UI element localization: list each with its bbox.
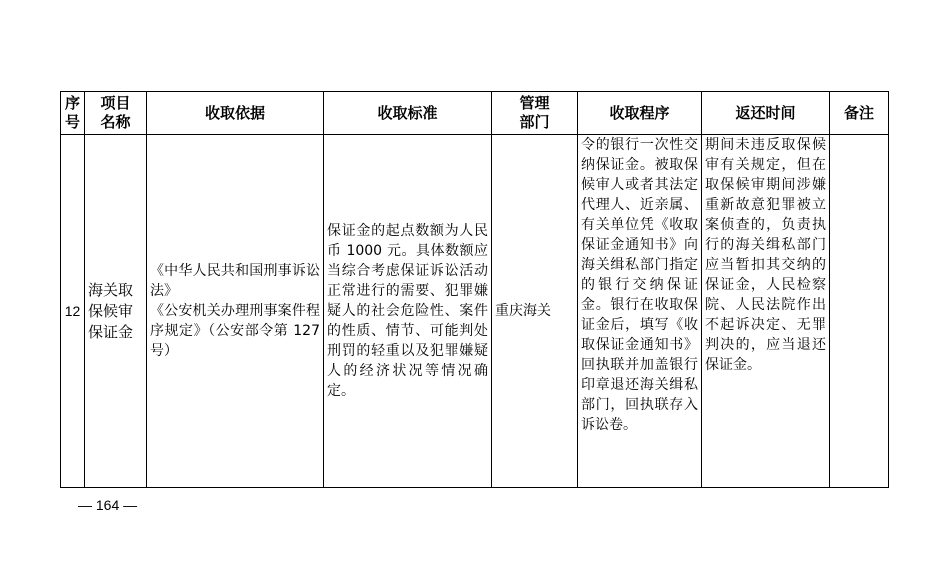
page-number: — 164 — xyxy=(78,497,138,513)
refund-time-text: 期间未违反取保候审有关规定，但在取保候审期间涉嫌重新故意犯罪被立案侦查的，负责执行的海关缉私部门应当暂扣其交纳的保证金，人民检察院、人民法院作出不起诉决定、无罪判决的，应当退还保证金。 xyxy=(705,137,826,373)
header-department: 管理 部门 xyxy=(492,92,578,135)
header-seq: 序 号 xyxy=(61,92,85,135)
item-name-text: 海关取 保候审 保证金 xyxy=(88,280,134,341)
standard-text: 保证金的起点数额为人民币 1000 元。具体数额应当综合考虑保证诉讼活动正常进行的需要、犯罪嫌疑人的社会危险性、案件的性质、情节、可能判处刑罚的轻重以及犯罪嫌疑人的经济状况等情况确定。 xyxy=(327,223,488,399)
header-procedure: 收取程序 xyxy=(578,92,702,135)
fee-table xyxy=(60,91,889,488)
seq-text: 12 xyxy=(64,303,81,319)
cell-basis xyxy=(147,135,324,488)
header-standard: 收取标准 xyxy=(324,92,492,135)
header-remarks: 备注 xyxy=(830,92,889,135)
cell-standard xyxy=(324,135,492,488)
basis-text: 《中华人民共和国刑事诉讼法》 《公安机关办理刑事案件程序规定》（公安部令第 127 号） xyxy=(150,263,320,359)
cell-procedure xyxy=(578,135,702,488)
header-basis: 收取依据 xyxy=(147,92,324,135)
cell-remarks xyxy=(830,135,889,488)
cell-seq xyxy=(61,135,85,488)
table-row xyxy=(61,135,889,488)
header-item-name: 项目 名称 xyxy=(85,92,147,135)
department-text: 重庆海关 xyxy=(495,303,551,319)
table-header-row xyxy=(61,92,889,135)
cell-item-name xyxy=(85,135,147,488)
cell-refund-time xyxy=(702,135,830,488)
cell-department xyxy=(492,135,578,488)
procedure-text: 令的银行一次性交纳保证金。被取保候审人或者其法定代理人、近亲属、有关单位凭《收取保证金通知书》向海关缉私部门指定的银行交纳保证金。银行在收取保证金后，填写《收取保证金通知书》回执联并加盖银行印章退还海关缉私部门，回执联存入诉讼卷。 xyxy=(581,137,698,433)
header-refund-time: 返还时间 xyxy=(702,92,830,135)
